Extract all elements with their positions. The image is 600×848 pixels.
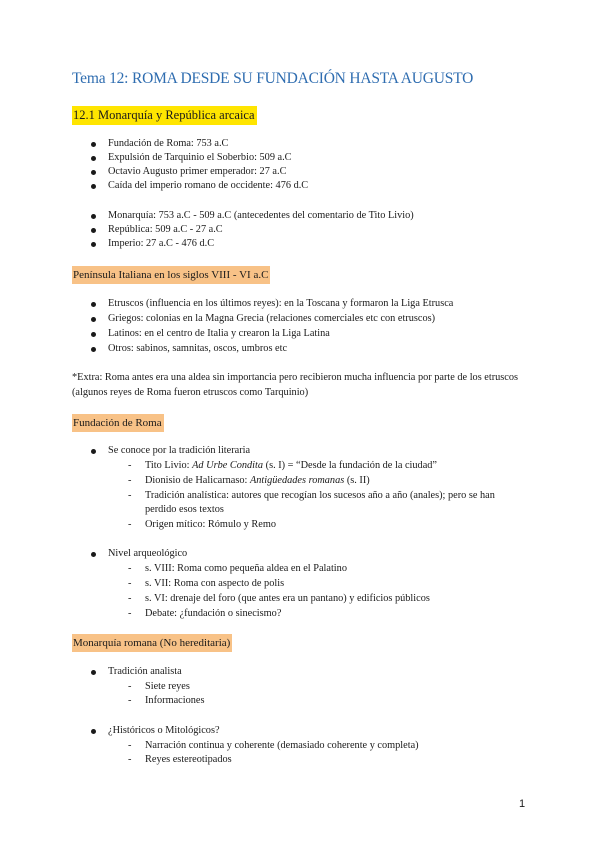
sub-list-item: - Debate: ¿fundación o sinecismo? bbox=[145, 607, 281, 621]
list-item: ¿Históricos o Mitológicos? bbox=[108, 725, 220, 736]
list-item: Se conoce por la tradición literaria bbox=[108, 445, 251, 456]
tito-livio-suffix: (s. I) = “Desde la fundación de la ciudad” bbox=[263, 460, 437, 471]
list-item: Tradición analista bbox=[108, 666, 182, 677]
sub-list-item: - Narración continua y coherente (demasiado coherente y completa) bbox=[145, 739, 419, 753]
section-heading-monarquia-republica: 12.1 Monarquía y República arcaica bbox=[72, 106, 257, 125]
list-item: Nivel arqueológico bbox=[108, 548, 188, 559]
section-heading-monarquia-romana: Monarquía romana (No hereditaria) bbox=[72, 634, 232, 652]
list-item: Expulsión de Tarquinio el Soberbio: 509 a.C bbox=[108, 152, 292, 163]
sub-list-item-tito-livio bbox=[145, 459, 437, 473]
section-heading-peninsula: Península Italiana en los siglos VIII - VI a.C bbox=[72, 266, 270, 284]
dionisio-work: Antigüedades romanas bbox=[249, 475, 345, 486]
page-number: 1 bbox=[519, 798, 526, 810]
sub-list-item-dionisio bbox=[145, 474, 370, 488]
sub-list-item: - Siete reyes bbox=[145, 680, 190, 694]
list-item: Latinos: en el centro de Italia y crearon la Liga Latina bbox=[108, 328, 330, 339]
dionisio-prefix: Dionisio de Halicarnaso: bbox=[145, 475, 250, 486]
document-title: Tema 12: ROMA DESDE SU FUNDACIÓN HASTA AUGUSTO bbox=[72, 70, 474, 87]
sub-list-item: - Origen mítico: Rómulo y Remo bbox=[145, 518, 276, 532]
list-item: Etruscos (influencia en los últimos reyes): en la Toscana y formaron la Liga Etrusca bbox=[108, 298, 454, 309]
list-item: Fundación de Roma: 753 a.C bbox=[108, 138, 229, 149]
sub-list-item: - s. VI: drenaje del foro (que antes era un pantano) y edificios públicos bbox=[145, 592, 430, 606]
list-item: Monarquía: 753 a.C - 509 a.C (antecedentes del comentario de Tito Livio) bbox=[108, 210, 414, 221]
list-item: Octavio Augusto primer emperador: 27 a.C bbox=[108, 166, 287, 177]
sub-list-item: - s. VIII: Roma como pequeña aldea en el Palatino bbox=[145, 562, 347, 576]
section-heading-fundacion: Fundación de Roma bbox=[72, 414, 164, 432]
list-item: Otros: sabinos, samnitas, oscos, umbros etc bbox=[108, 343, 288, 354]
extra-note: *Extra: Roma antes era una aldea sin importancia pero recibieron mucha influencia por parte de los etruscos (algunos reyes de Roma fueron etruscos como Tarquinio) bbox=[72, 372, 519, 398]
dionisio-suffix: (s. II) bbox=[344, 475, 370, 486]
list-item: Griegos: colonias en la Magna Grecia (relaciones comerciales etc con etruscos) bbox=[108, 313, 436, 324]
sub-list-item: - Reyes estereotipados bbox=[145, 753, 232, 767]
sub-list-item: - Informaciones bbox=[145, 694, 204, 708]
tito-livio-work: Ad Urbe Condita bbox=[192, 460, 264, 471]
sub-list-item: - s. VII: Roma con aspecto de polis bbox=[145, 577, 284, 591]
list-item: República: 509 a.C - 27 a.C bbox=[108, 224, 223, 235]
tito-livio-prefix: Tito Livio: bbox=[145, 460, 193, 471]
list-item: Imperio: 27 a.C - 476 d.C bbox=[108, 238, 215, 249]
list-item: Caída del imperio romano de occidente: 476 d.C bbox=[108, 180, 309, 191]
sub-list-item: - Tradición analística: autores que recogían los sucesos año a año (anales); pero se han perdido esos textos bbox=[145, 489, 505, 517]
